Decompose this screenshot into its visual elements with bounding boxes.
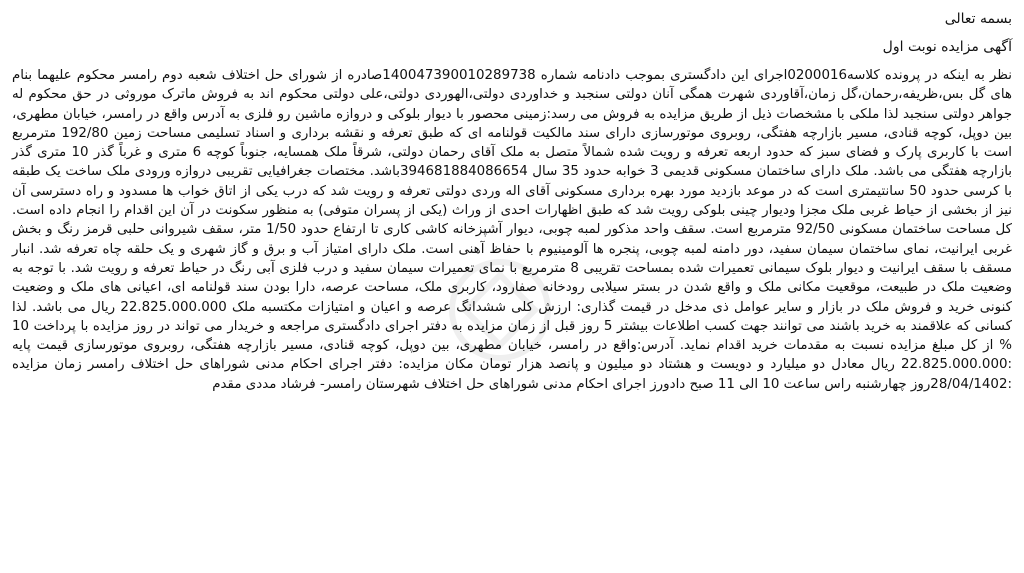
document-body-text: نظر به اینکه در پرونده کلاسه0200016اجرای این دادگستری بموجب دادنامه شماره 140047390010289738صادره از شورای حل اختلاف شعبه دوم رامسر محکوم علیهما بنام های گل بس،ظریفه،رحمان،گل زمان،آقاوردی شهرت همگی آنان دولتی سنجبد و خداوردی دولتی،الهوردی دولتی،علی دولتی محکوم اند به فروش ماترک موروثی در حق محکوم له جواهر دولتی سنجبد لذا ملکی با مشخصات ذیل از طریق مزایده به فروش می رسد:زمینی محصور با دیوار بلوکی و دروازه ماشین رو فلزی به آدرس واقع در رامسر، خیابان مطهری، بین دوپل، کوچه قنادی، مسیر بازارچه هفتگی، روبروی موتورسازی دارای سند مالکیت قولنامه ای که طبق تعرفه و نقشه برداری و اسناد تسلیمی مساحت زمین 192/80 مترمربع است با کاربری پارک و فضای سبز که حدود اربعه تعرفه و رویت شده شمالاً متصل به ملک آقای رحمان دولتی، شرقاً ملک همسایه، جنوباً کوچه 6 متری و غرباً گذر 10 متری گذر بازارچه هفتگی می باشد. ملک دارای ساختمان مسکونی قدیمی 3 خوابه حدود 35 سال 394681884086654باشد. مختصات جغرافیایی تقریبی دروازه ورودی ملک ساخت یک طبقه با کرسی حدود 50 سانتیمتری است که در موعد بازدید مورد بهره برداری مسکونی آقای اله وردی دولتی تعرفه و رویت شد که درب یکی از اتاق خواب ها مسدود و راه دسترسی آن نیز از بخشی از حیاط غربی ملک مجزا ودیوار چینی بلوکی رویت شد که طبق اظهارات احدی از وراث (یکی از پسران متوفی) به منظور سکونت در آن این اقدام را انجام داده است. کل مساحت ساختمان مسکونی 92/50 مترمربع است. سقف واحد مذکور لمبه چوبی، دیوار آشپزخانه کاشی کاری تا ارتفاع حدود 1/50 متر، سقف شیروانی حلبی قرمز رنگ و بخش غربی ایرانیت، نمای ساختمان سیمان سفید، دور دامنه لمبه چوبی، پنجره ها آلومینیوم با حفاظ آهنی است. ملک دارای امتیاز آب و برق و گاز شهری و یک حلقه چاه تعرفه شد. انبار مسقف با سقف ایرانیت و دیوار بلوک سیمانی تعمیرات شده بمساحت تقریبی 8 مترمربع با نمای تعمیرات سیمان سفید و درب فلزی آبی رنگ در حیاط تعرفه و رویت شد. با توجه به وضعیت ملک در طبیعت، موقعیت مکانی ملک و واقع شدن در بستر سیلابی رودخانه صفارود، کاربری ملک، مساحت عرصه، دارا بودن سند قولنامه ای، اعیانی های ملک و وضعیت کنونی خرید و فروش ملک در بازار و سایر عوامل ذی مدخل در قیمت گذاری: ارزش کلی ششدانگ عرصه و اعیان و امتیازات مکتسبه ملک 22.825.000.000 ریال می باشد. لذا کسانی که علاقمند به خرید باشند می توانند جهت کسب اطلاعات بیشتر 5 روز قبل از زمان مزایده به دفتر اجرای دادگستری مراجعه و خریدار می تواند در روز مزایده با پرداخت 10 % از کل مبلغ مزایده نسبت به مقدمات خرید اقدام نماید. آدرس:واقع در رامسر، خیابان مطهری، بین دوپل، کوچه قنادی، مسیر بازارچه هفتگی، روبروی موتورسازی قیمت پایه :22.825.000.000 ریال معادل دو میلیارد و دویست و هشتاد دو میلیون و پانصد هزار تومان مکان مزایده: دفتر اجرای احکام مدنی شوراهای حل اختلاف رامسر زمان مزایده :28/04/1402روز چهارشنبه راس ساعت 10 الی 11 صبح دادورز اجرای احکام مدنی شوراهای حل اختلاف شهرستان رامسر- فرشاد مددی مقدم [12,68,1013,392]
auction-notice-document [12,6,1012,394]
document-subheading: آگهی مزایده نوبت اول [882,39,1012,55]
document-heading: بسمه تعالی [944,11,1012,27]
